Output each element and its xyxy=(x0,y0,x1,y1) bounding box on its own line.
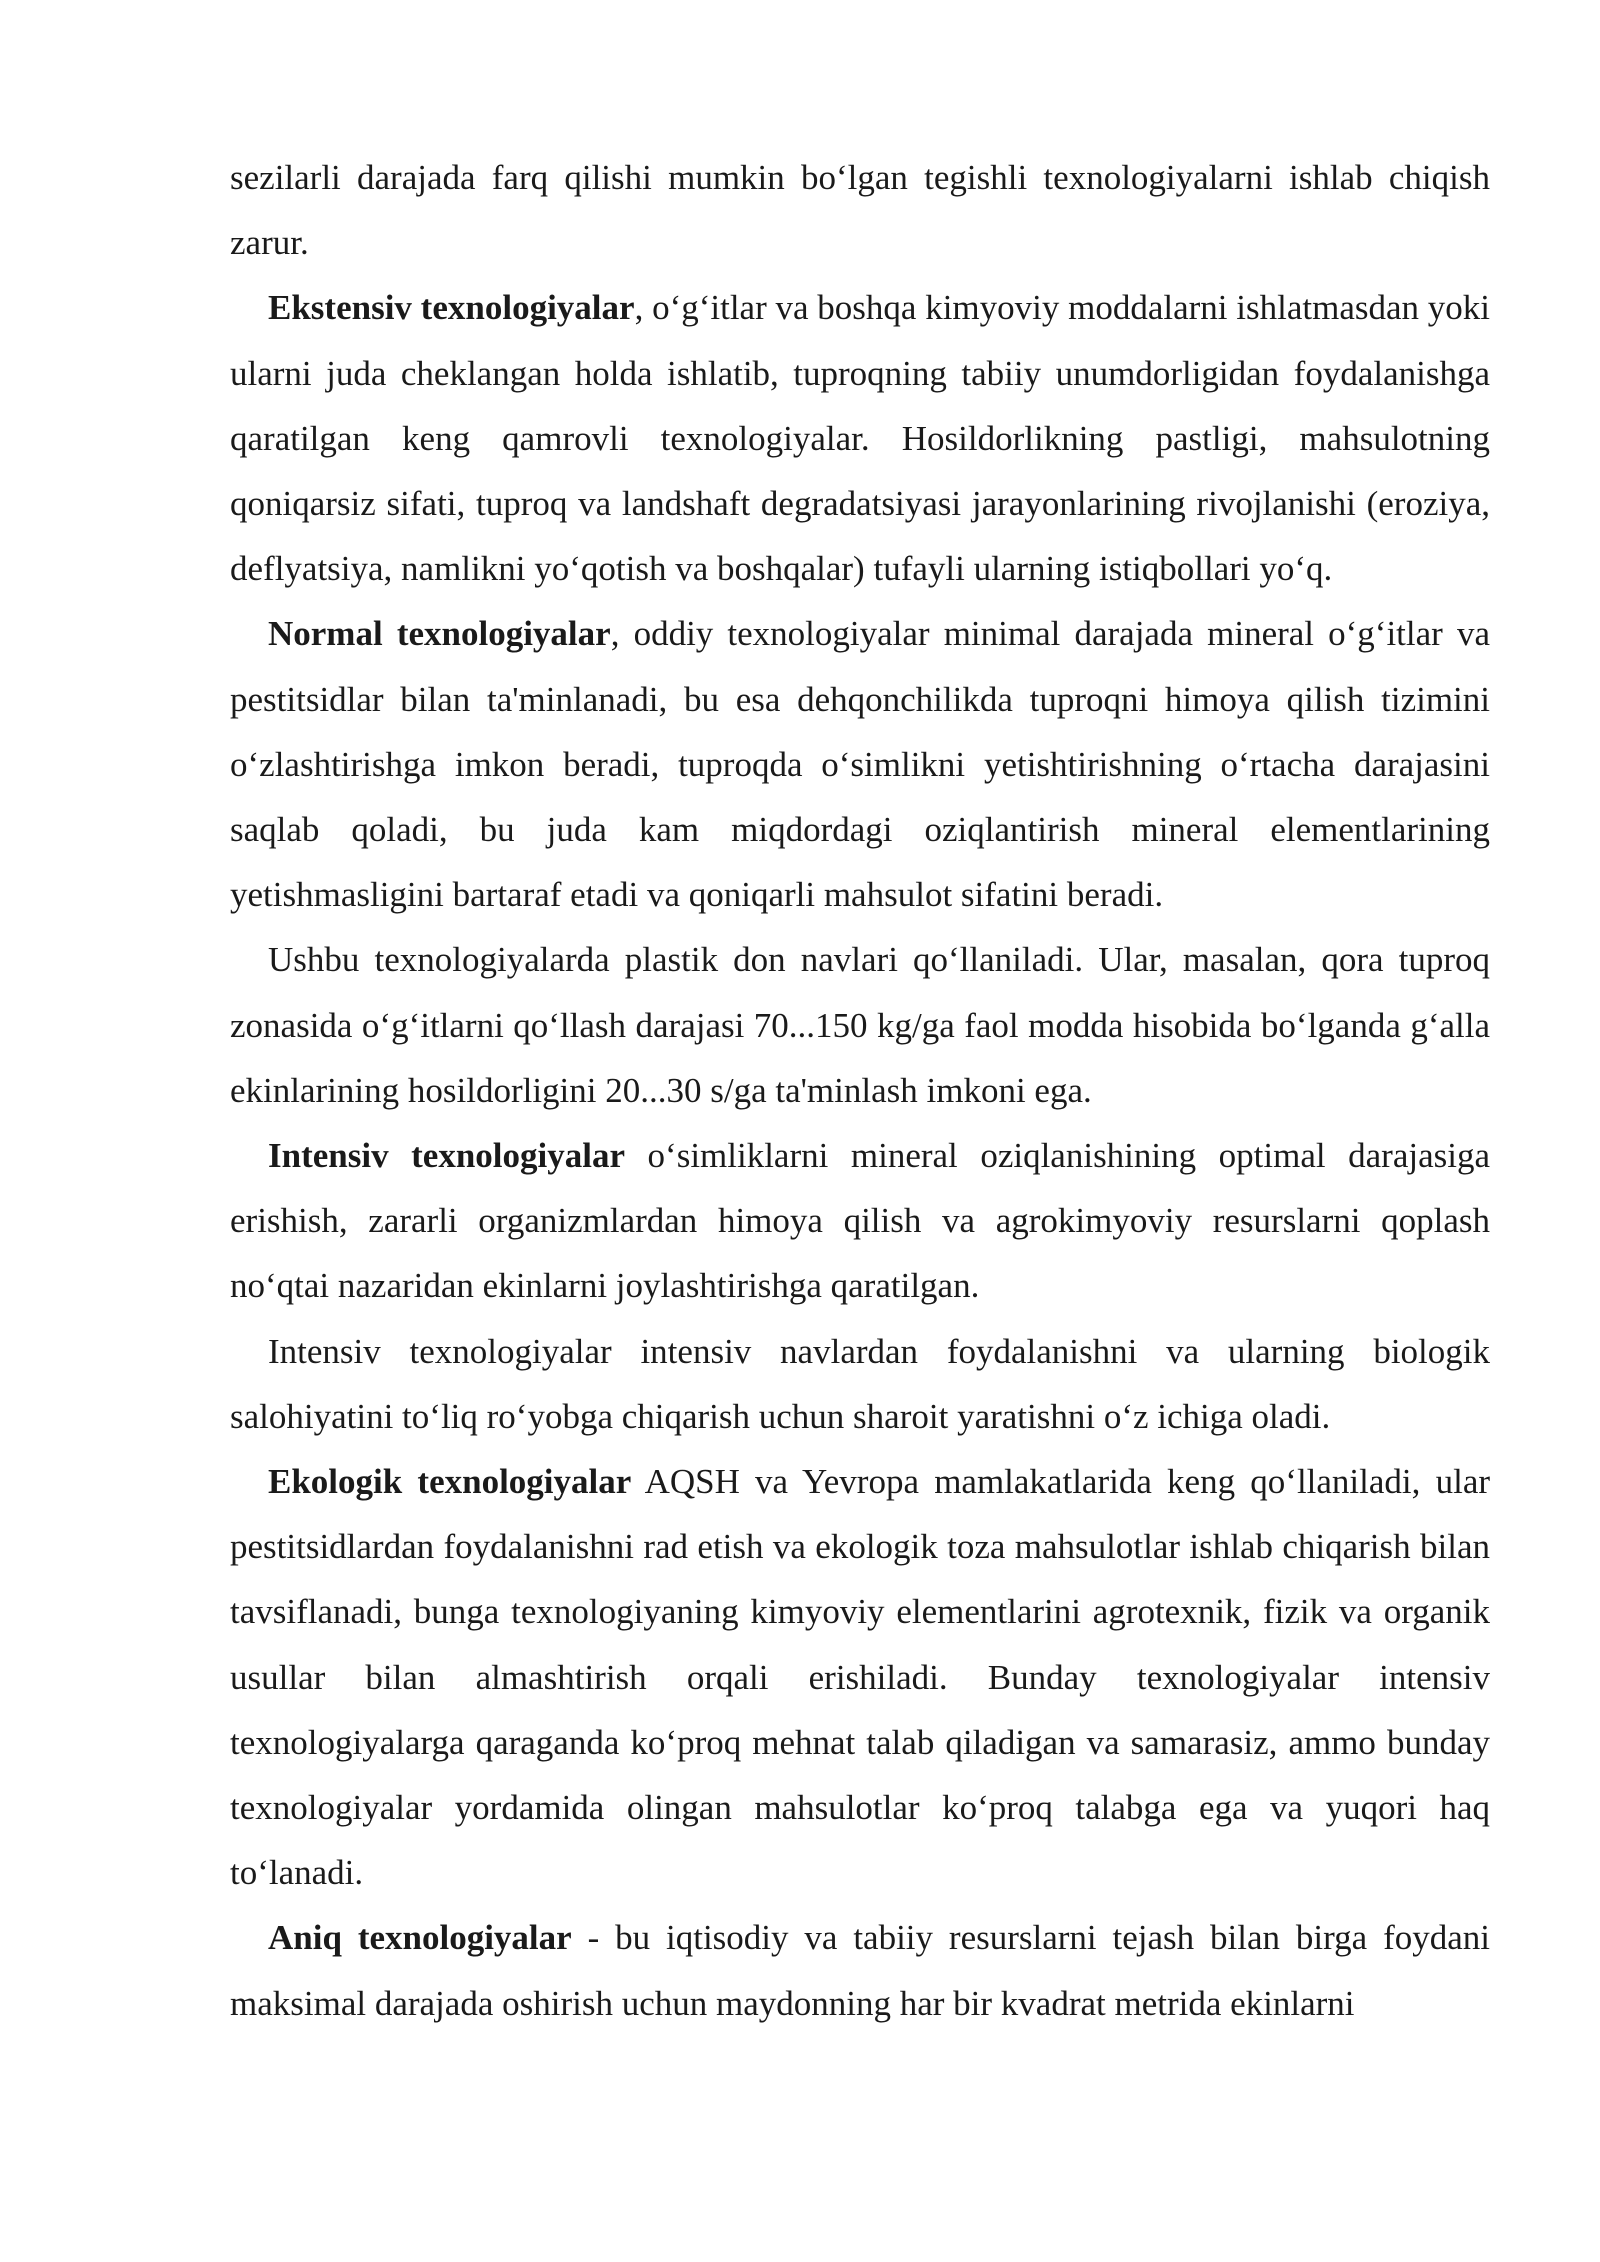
paragraph-text: sezilarli darajada farq qilishi mumkin bo‘lgan tegishli texnologiyalarni ishlab chiqish zarur. xyxy=(230,158,1490,263)
term-heading: Ekologik texnologiyalar xyxy=(268,1462,632,1502)
paragraph-continuation xyxy=(230,145,1490,275)
paragraph-text: Ushbu texnologiyalarda plastik don navlari qo‘llaniladi. Ular, masalan, qora tuproq zonasida o‘g‘itlarni qo‘llash darajasi 70...150 kg/ga faol modda hisobida bo‘lganda g‘alla ekinlarining hosildorligini 20...30 s/ga ta'minlash imkoni ega. xyxy=(230,940,1490,1110)
paragraph-intensive-technologies xyxy=(230,1123,1490,1319)
paragraph-normal-technologies xyxy=(230,601,1490,927)
paragraph-text: , oddiy texnologiyalar minimal darajada mineral o‘g‘itlar va pestitsidlar bilan ta'minlanadi, bu esa dehqonchilikda tuproqni himoya qilish tizimini o‘zlashtirishga imkon beradi, tuproqda o‘simlikni yetishtirishning o‘rtacha darajasini saqlab qoladi, bu juda kam miqdordagi oziqlantirish mineral elementlarining yetishmasligini bartaraf etadi va qoniqarli mahsulot sifatini beradi. xyxy=(230,614,1490,915)
paragraph-ecological-technologies xyxy=(230,1449,1490,1905)
paragraph-plastic-grain xyxy=(230,927,1490,1123)
term-heading: Normal texnologiyalar xyxy=(268,614,611,654)
paragraph-extensive-technologies xyxy=(230,275,1490,601)
paragraph-text: o‘simliklarni mineral oziqlanishining optimal darajasiga erishish, zararli organizmlardan himoya qilish va agrokimyoviy resurslarni qoplash no‘qtai nazaridan ekinlarni joylashtirishga qaratilgan. xyxy=(230,1136,1491,1306)
term-heading: Ekstensiv texnologiyalar xyxy=(268,288,635,328)
term-heading: Aniq texnologiyalar xyxy=(268,1918,572,1958)
paragraph-text: - bu iqtisodiy va tabiiy resurslarni tejash bilan birga foydani maksimal darajada oshirish uchun maydonning har bir kvadrat metrida ekinlarni xyxy=(230,1918,1490,2023)
paragraph-intensive-varieties xyxy=(230,1319,1490,1449)
paragraph-text: , o‘g‘itlar va boshqa kimyoviy moddalarni ishlatmasdan yoki ularni juda cheklangan holda ishlatib, tuproqning tabiiy unumdorligidan foydalanishga qaratilgan keng qamrovli texnologiyalar. Hosildorlikning pastligi, mahsulotning qoniqarsiz sifati, tuproq va landshaft degradatsiyasi jarayonlarining rivojlanishi (eroziya, deflyatsiya, namlikni yo‘qotish va boshqalar) tufayli ularning istiqbollari yo‘q. xyxy=(230,288,1491,589)
document-page xyxy=(230,145,1490,2036)
term-heading: Intensiv texnologiyalar xyxy=(268,1136,625,1176)
paragraph-text: Intensiv texnologiyalar intensiv navlardan foydalanishni va ularning biologik salohiyatini to‘liq ro‘yobga chiqarish uchun sharoit yaratishni o‘z ichiga oladi. xyxy=(230,1331,1490,1436)
paragraph-text: AQSH va Yevropa mamlakatlarida keng qo‘llaniladi, ular pestitsidlardan foydalanishni rad etish va ekologik toza mahsulotlar ishlab chiqarish bilan tavsiflanadi, bunga texnologiyaning kimyoviy elementlarini agrotexnik, fizik va organik usullar bilan almashtirish orqali erishiladi. Bunday texnologiyalar intensiv texnologiyalarga qaraganda ko‘proq mehnat talab qiladigan va samarasiz, ammo bunday texnologiyalar yordamida olingan mahsulotlar ko‘proq talabga ega va yuqori haq to‘lanadi. xyxy=(230,1462,1491,1893)
paragraph-precise-technologies xyxy=(230,1905,1490,2035)
